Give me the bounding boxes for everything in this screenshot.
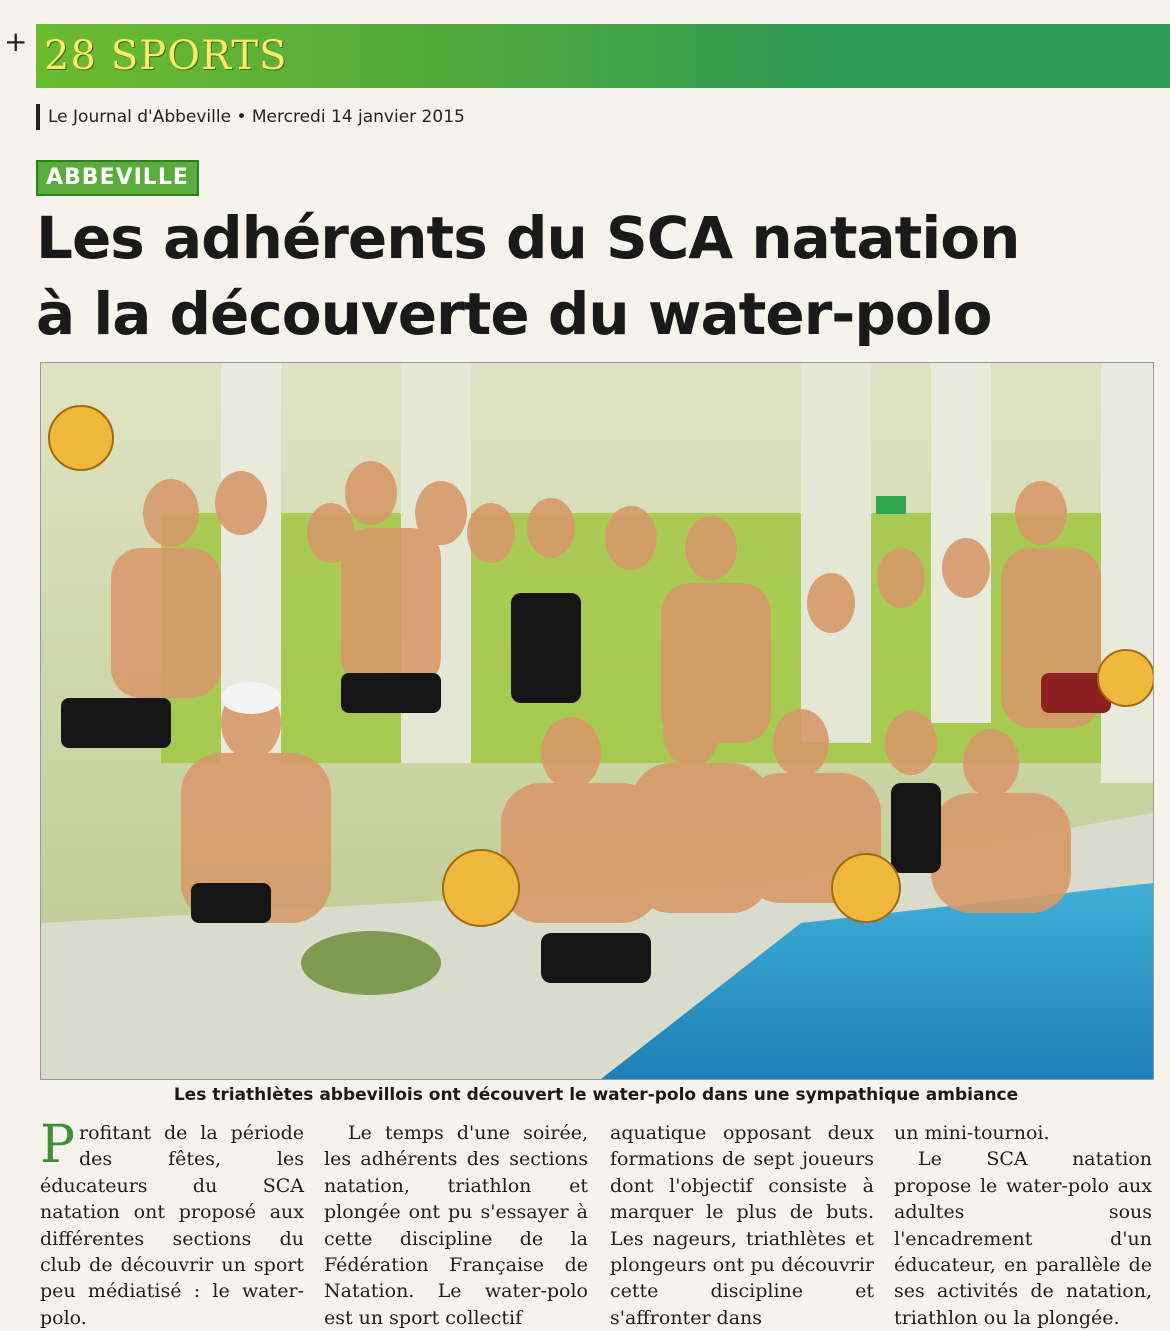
team-photo: [40, 362, 1154, 1080]
section-header: [36, 26, 300, 86]
article-col4-text-a: un mini-tournoi.: [894, 1122, 1050, 1144]
team-photo-illustration: [41, 363, 1153, 1079]
headline-line-2: à la découverte du water-polo: [36, 280, 992, 348]
section-name: SPORTS: [110, 33, 288, 79]
location-kicker: ABBEVILLE: [36, 160, 199, 196]
article-col4-text-b: Le SCA natation propose le water-polo aux adultes sous l'encadrement d'un éducateur, en parallèle de ses activités de natation, triathlon ou la plongée.: [894, 1148, 1152, 1329]
crop-mark: +: [4, 25, 28, 58]
article-column-2: [324, 1120, 588, 1331]
headline: [36, 200, 1126, 352]
headline-line-1: Les adhérents du SCA natation: [36, 204, 1020, 272]
article-col3-text: aquatique opposant deux formations de sept joueurs dont l'objectif consiste à marquer le plus de buts. Les nageurs, triathlètes et plongeurs ont pu découvrir cette discipline et s'affronter dans: [610, 1122, 874, 1329]
article-col2-text: Le temps d'une soirée, les adhérents des sections natation, triathlon et plongée ont pu s'essayer à cette discipline de la Fédération Française de Natation. Le water-polo est un sport collectif: [324, 1122, 588, 1329]
article-column-3: [610, 1120, 874, 1331]
article-column-4: [894, 1120, 1152, 1331]
article-column-1: [40, 1115, 304, 1331]
drop-cap: P: [40, 1115, 75, 1175]
page-number: 28: [44, 33, 97, 79]
photo-caption: Les triathlètes abbevillois ont découvert le water-polo dans une sympathique ambiance: [173, 1085, 1019, 1105]
dateline: Le Journal d'Abbeville • Mercredi 14 janvier 2015: [36, 104, 508, 130]
article-col1-text: rofitant de la période des fêtes, les éducateurs du SCA natation ont proposé aux différentes sections du club de découvrir un sport peu médiatisé : le water-polo.: [40, 1122, 304, 1329]
